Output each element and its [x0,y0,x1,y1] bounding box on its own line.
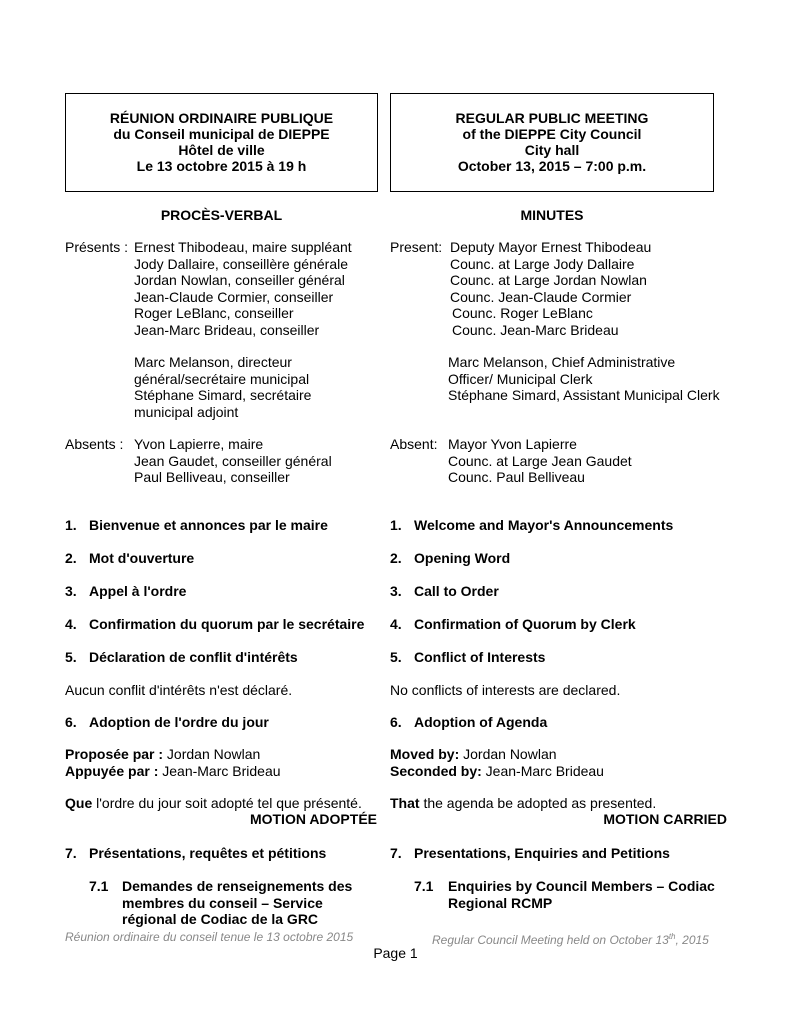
page-number: Page 1 [373,945,418,961]
subitem-line: Enquiries by Council Members – Codiac [448,878,715,894]
fr-item-7 [65,845,326,862]
footer-text: , 2015 [675,933,709,947]
fr-item-7-1-label [122,878,352,928]
item-number: 7. [390,845,402,861]
attendee: Jean-Claude Cormier, conseiller [134,288,334,305]
fr-moved [65,746,260,763]
item-label: Presentations, Enquiries and Petitions [414,845,670,861]
fr-header-line: RÉUNION ORDINAIRE PUBLIQUE [109,110,334,126]
item-label: Confirmation du quorum par le secrétaire [89,616,365,632]
item-number: 6. [390,714,402,730]
attendee: Jordan Nowlan, conseiller général [134,272,345,288]
en-seconded [390,763,604,780]
staff-line: général/secrétaire municipal [134,370,310,387]
en-present-label: Present: [390,239,443,255]
absentee: Yvon Lapierre, maire [134,436,264,452]
en-item-7-1-number: 7.1 [414,878,434,894]
fr-motion-status: MOTION ADOPTÉE [249,811,377,827]
fr-footer: Réunion ordinaire du conseil tenue le 13 octobre 2015 [65,930,354,944]
en-motion-status: MOTION CARRIED [603,811,727,827]
item-number: 1. [65,517,77,533]
moved-label: Proposée par : [65,746,164,762]
staff-line: Marc Melanson, directeur [134,354,292,370]
item-number: 5. [65,649,77,665]
fr-staff-list [134,354,311,420]
item-label: Welcome and Mayor's Announcements [414,517,674,533]
subitem-line: membres du conseil – Service [122,894,323,911]
fr-header-line: Le 13 octobre 2015 à 19 h [136,158,307,174]
en-header-line: October 13, 2015 – 7:00 p.m. [457,158,647,174]
en-staff-list [448,354,720,404]
en-item-3 [390,583,499,600]
attendee: Counc. Roger LeBlanc [452,305,593,321]
item-label: Mot d'ouverture [89,550,195,566]
absentee: Counc. at Large Jean Gaudet [448,452,632,469]
absentee: Jean Gaudet, conseiller général [134,452,332,469]
en-resolution [390,795,656,812]
en-item-7 [390,845,670,862]
moved-name: Jordan Nowlan [459,746,557,762]
attendee: Ernest Thibodeau, maire suppléant [134,239,352,255]
item-number: 2. [390,550,402,566]
fr-seconded [65,763,281,780]
that-label: That [390,795,420,811]
absentee: Mayor Yvon Lapierre [448,436,577,452]
subitem-line: régional de Codiac de la GRC [122,911,319,927]
en-item-5 [390,649,545,666]
item-number: 4. [65,616,77,632]
item-label: Adoption de l'ordre du jour [89,714,269,730]
fr-resolution [65,795,362,812]
en-header-box [390,93,714,192]
seconded-name: Jean-Marc Brideau [481,763,604,779]
item-number: 3. [390,583,402,599]
staff-line: Stéphane Simard, secrétaire [134,387,312,403]
staff-line: Stéphane Simard, Assistant Municipal Clerk [448,387,720,403]
en-header-line: REGULAR PUBLIC MEETING [455,110,649,126]
item-number: 4. [390,616,402,632]
that-label: Que [65,795,93,811]
en-item-2 [390,550,510,567]
seconded-name: Jean-Marc Brideau [158,763,281,779]
item-number: 2. [65,550,77,566]
staff-line: municipal adjoint [134,403,239,420]
fr-item-2 [65,550,194,567]
attendee: Jean-Marc Brideau, conseiller [134,321,320,338]
en-item-1 [390,517,673,534]
attendee: Deputy Mayor Ernest Thibodeau [450,239,652,255]
en-absent-list [448,436,632,486]
staff-line: Marc Melanson, Chief Administrative [448,354,676,370]
item-label: Confirmation of Quorum by Clerk [414,616,636,632]
fr-title: PROCÈS-VERBAL [160,207,283,223]
fr-present-list [134,239,352,338]
absentee: Counc. Paul Belliveau [448,469,585,485]
item-label: Call to Order [414,583,499,599]
en-conflict-text: No conflicts of interests are declared. [390,682,621,698]
fr-header-box [65,93,378,192]
fr-item-5 [65,649,298,666]
en-header-line: of the DIEPPE City Council [462,126,642,142]
item-label: Opening Word [414,550,511,566]
fr-absent-label: Absents : [65,436,124,452]
seconded-label: Seconded by: [390,763,482,779]
en-present-list [450,239,651,338]
item-label: Adoption of Agenda [414,714,548,730]
en-absent-label: Absent: [390,436,438,452]
item-label: Conflict of Interests [414,649,546,665]
en-moved [390,746,557,763]
item-label: Bienvenue et annonces par le maire [89,517,328,533]
attendee: Counc. at Large Jordan Nowlan [450,272,647,288]
fr-item-3 [65,583,186,600]
moved-name: Jordan Nowlan [163,746,261,762]
fr-present-label: Présents : [65,239,129,255]
attendee: Counc. at Large Jody Dallaire [450,255,635,272]
fr-header-line: du Conseil municipal de DIEPPE [113,126,330,142]
resolution-text: the agenda be adopted as presented. [419,795,657,811]
item-number: 7. [65,845,77,861]
en-header-line: City hall [524,142,580,158]
attendee: Counc. Jean-Marc Brideau [452,321,619,338]
en-item-6 [390,714,547,731]
fr-item-1 [65,517,328,534]
subitem-line: Demandes de renseignements des [122,878,353,894]
item-number: 1. [390,517,402,533]
resolution-text: l'ordre du jour soit adopté tel que présenté. [92,795,362,811]
staff-line: Officer/ Municipal Clerk [448,370,593,387]
attendee: Counc. Jean-Claude Cormier [450,288,632,305]
item-label: Appel à l'ordre [89,583,187,599]
item-number: 3. [65,583,77,599]
attendee: Roger LeBlanc, conseiller [134,305,294,321]
en-title: MINUTES [520,207,584,223]
fr-item-4 [65,616,364,633]
subitem-line: Regional RCMP [448,894,553,911]
attendee: Jody Dallaire, conseillère générale [134,255,349,272]
item-label: Présentations, requêtes et pétitions [89,845,327,861]
fr-absent-list [134,436,332,486]
en-item-7-1-label [448,878,715,911]
en-item-4 [390,616,636,633]
item-number: 6. [65,714,77,730]
fr-header-line: Hôtel de ville [178,142,265,158]
item-number: 5. [390,649,402,665]
fr-item-7-1-number: 7.1 [89,878,109,894]
absentee: Paul Belliveau, conseiller [134,469,290,485]
fr-conflict-text: Aucun conflit d'intérêts n'est déclaré. [65,682,293,698]
item-label: Déclaration de conflit d'intérêts [89,649,298,665]
footer-sup: th [668,932,676,941]
fr-item-6 [65,714,269,731]
seconded-label: Appuyée par : [65,763,159,779]
footer-text: Regular Council Meeting held on October 13 [432,933,669,947]
moved-label: Moved by: [390,746,460,762]
